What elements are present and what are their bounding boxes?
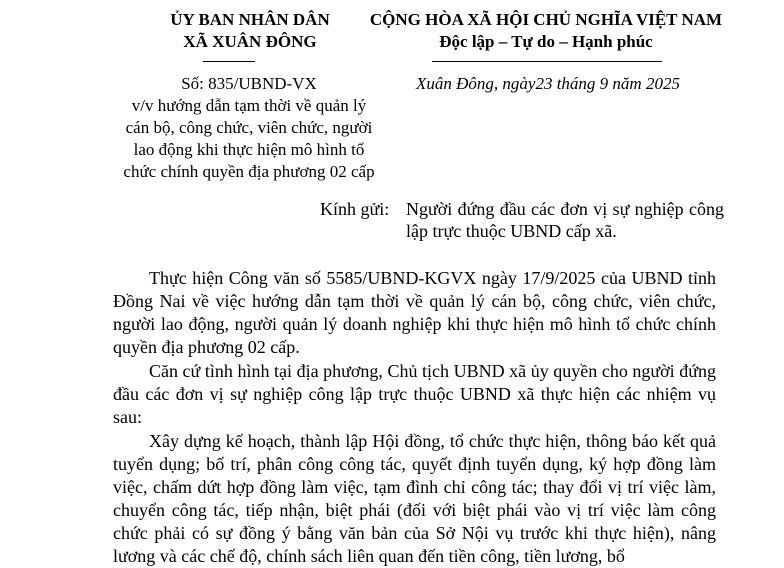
body-paragraph-1: Thực hiện Công văn số 5585/UBND-KGVX ngày 17/9/2025 của UBND tỉnh Đồng Nai về việc hướng dẫn tạm thời về quản lý cán bộ, công chức, viên chức, người lao động, người quản lý doanh nghiệp khi thực hiện mô hình tổ chức chính quyền địa phương 02 cấp. bbox=[113, 268, 716, 357]
national-title: CỘNG HÒA XÃ HỘI CHỦ NGHĨA VIỆT NAM bbox=[369, 10, 723, 29]
document-number: Số: 835/UBND-VX bbox=[181, 74, 317, 93]
issuer-name-line2: XÃ XUÂN ĐÔNG bbox=[183, 32, 317, 51]
subject-line-4: chức chính quyền địa phương 02 cấp bbox=[123, 162, 375, 181]
body-paragraph-3: Xây dựng kế hoạch, thành lập Hội đồng, tổ chức thực hiện, thông báo kết quả tuyển dụng; bố trí, phân công công tác, quyết định tuyển dụng, ký hợp đồng làm việc, chấm dứt hợp đồng làm việc, tạm đình chỉ công tác; thay đổi vị trí việc làm, chuyển công tác, tiếp nhận, biệt phái (đối với biệt phái vào vị trí việc làm công chức phải có sự đồng ý bằng văn bản của Sở Nội vụ trước khi thực hiện), nâng lương và các chế độ, chính sách liên quan đến tiền công, tiền lương, bổ bbox=[113, 431, 716, 566]
place-and-date: Xuân Đông, ngày23 tháng 9 năm 2025 bbox=[416, 74, 680, 93]
issuer-name-line1: ỦY BAN NHÂN DÂN bbox=[170, 10, 330, 29]
body-paragraph-2: Căn cứ tình hình tại địa phương, Chủ tịch UBND xã ủy quyền cho người đứng đầu các đơn vị sự nghiệp công lập trực thuộc UBND xã thực hiện các nhiệm vụ sau: bbox=[113, 361, 716, 427]
subject-line-2: cán bộ, công chức, viên chức, người bbox=[125, 118, 373, 137]
issuer-underline bbox=[203, 61, 255, 62]
subject-line-3: lao động khi thực hiện mô hình tổ bbox=[133, 140, 365, 159]
subject-line-1: v/v hướng dẫn tạm thời về quản lý bbox=[131, 96, 367, 115]
recipient-text: Người đứng đầu các đơn vị sự nghiệp công lập trực thuộc UBND cấp xã. bbox=[406, 199, 724, 241]
recipient-label: Kính gửi: bbox=[320, 199, 390, 219]
national-motto: Độc lập – Tự do – Hạnh phúc bbox=[439, 32, 653, 51]
motto-underline bbox=[432, 61, 662, 62]
